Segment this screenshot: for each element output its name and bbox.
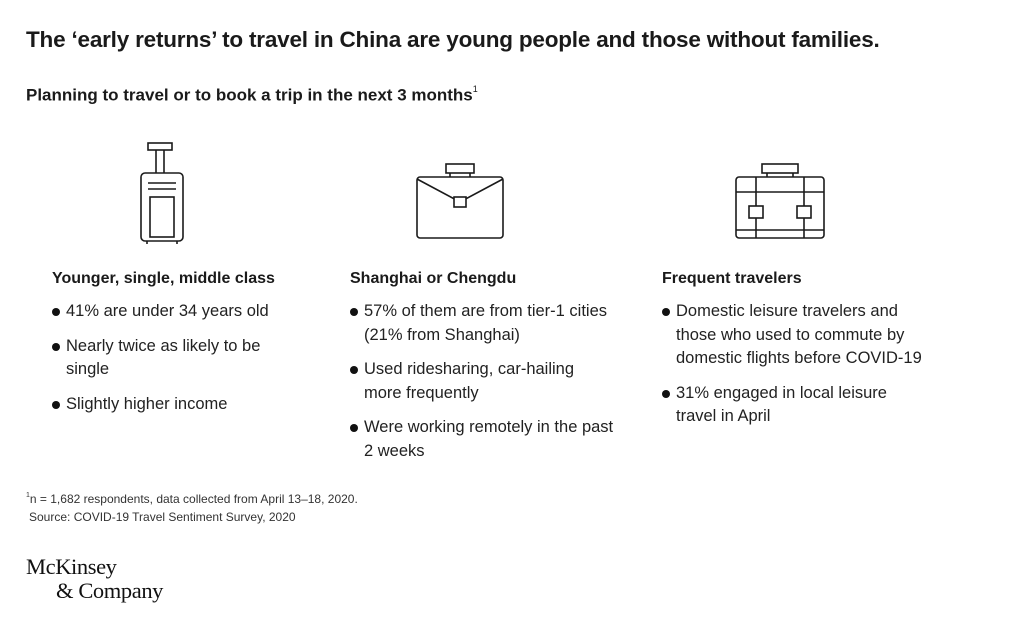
bullet-item: Slightly higher income (52, 393, 322, 417)
bullet-item: 31% engaged in local leisure travel in April (662, 382, 916, 429)
footnote-text: n = 1,682 respondents, data collected from April 13–18, 2020. (29, 492, 358, 506)
column-travel-habits (662, 266, 932, 440)
bullet-item: Used ridesharing, car-hailing more frequently (350, 358, 614, 405)
logo-line-1: McKinsey (26, 554, 117, 579)
logo-line-2: & Company (56, 578, 164, 603)
page-title: The ‘early returns’ to travel in China are young people and those without families. (26, 27, 880, 52)
column-location (350, 266, 640, 474)
column-heading: Shanghai or Chengdu (350, 270, 517, 287)
subtitle-footnote-mark: 1 (472, 84, 478, 94)
column-heading: Younger, single, middle class (52, 270, 275, 287)
page-subtitle (26, 78, 478, 109)
bullet-item: Domestic leisure travelers and those who used to commute by domestic flights before COVID-19 (662, 300, 926, 371)
bullet-list (662, 300, 932, 429)
bullet-item: Were working remotely in the past 2 weeks (350, 416, 624, 463)
subtitle-text: Planning to travel or to book a trip in the next 3 months (26, 85, 473, 105)
bullet-item: 57% of them are from tier-1 cities (21% from Shanghai) (350, 300, 640, 347)
bullet-list (52, 300, 322, 416)
bullet-list (350, 300, 640, 463)
company-logo (26, 555, 163, 603)
footnote (26, 488, 358, 526)
column-demographics (52, 266, 322, 427)
source-line: Source: COVID-19 Travel Sentiment Survey, 2020 (29, 510, 296, 524)
footnote-mark: 1 (26, 492, 30, 499)
suitcase-icon (134, 140, 194, 246)
column-heading: Frequent travelers (662, 270, 802, 287)
footnote-line (26, 488, 358, 508)
bullet-item: 41% are under 34 years old (52, 300, 322, 324)
bullet-item: Nearly twice as likely to be single (52, 335, 296, 382)
briefcase-icon (412, 160, 508, 244)
travel-bag-icon (732, 160, 828, 244)
